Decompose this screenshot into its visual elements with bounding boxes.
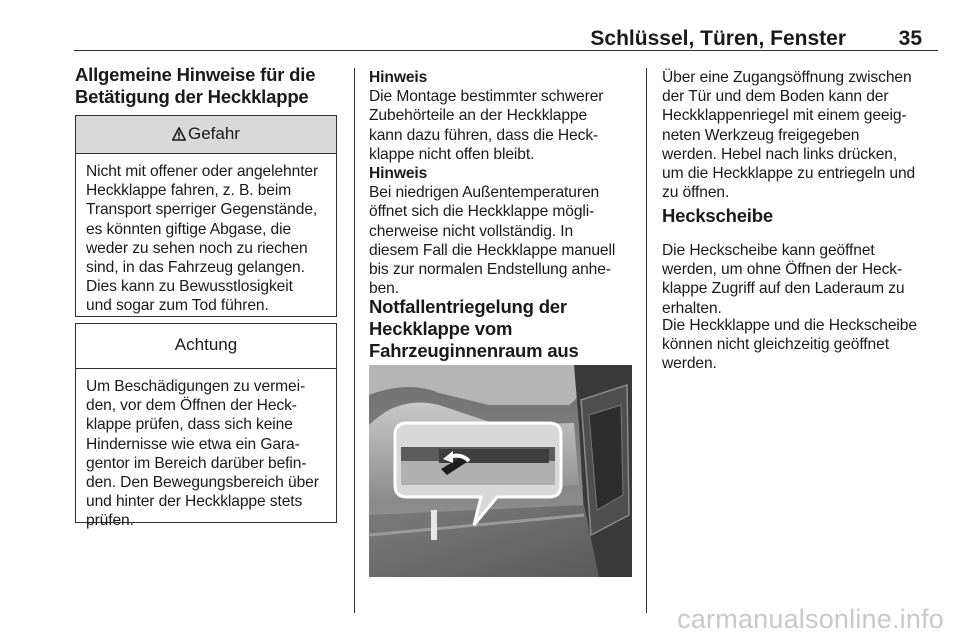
text-line: den, vor dem Öffnen der Heck- [86,397,297,415]
text-line: Nicht mit offener oder angelehnter [86,163,319,180]
text-line: klappe prüfen, dass sich keine [86,416,293,434]
page-number: 35 [898,27,922,50]
text-line: Über eine Zugangsöffnung zwischen [662,69,912,86]
text-line: ben. [369,280,399,298]
heading-line: Betätigung der Heckklappe [75,86,309,107]
text-line: werden. [662,355,717,373]
text-line: Transport sperriger Gegenstände, [86,201,318,219]
section-heading-emergency-release [369,296,579,362]
heading-line: Notfallentriegelung der [369,296,567,317]
section-heading-rear-window: Heckscheibe [662,205,773,226]
text-line: klappe nicht offen bleibt. [369,145,535,163]
note-label: Hinweis [369,69,428,86]
caution-box-label: Achtung [174,335,238,354]
text-line: diesem Fall die Heckklappe manuell [369,241,616,259]
heading-line: Heckklappe vom [369,318,513,339]
column-divider [354,68,355,613]
header-rule [74,50,938,51]
caution-box-header [76,324,336,369]
text-line: Hindernisse wie etwa ein Gara- [86,435,300,453]
text-line: sind, in das Fahrzeug gelangen. [86,259,305,277]
watermark: carmanualsonline.info [677,604,944,634]
text-line: Die Heckscheibe kann geöffnet [662,242,875,259]
text-line: können nicht gleichzeitig geöffnet [662,336,889,354]
text-line: Dies kann zu Bewusstlosigkeit [86,278,293,296]
danger-box [75,115,337,317]
text-line: kann dazu führen, dass die Heck- [369,126,599,144]
running-header-title: Schlüssel, Türen, Fenster [590,27,846,50]
text-line: zu öffnen. [662,184,730,202]
heading-line: Fahrzeuginnenraum aus [369,340,579,361]
text-line: es könnten giftige Abgase, die [86,220,292,238]
heading-line: Allgemeine Hinweise für die [75,64,316,85]
text-line: bis zur normalen Endstellung anhe- [369,261,611,279]
column-divider [646,68,647,613]
text-line: Heckklappe fahren, z. B. beim [86,182,292,200]
text-line: Die Heckklappe und die Heckscheibe [662,317,917,334]
text-line: erhalten. [662,299,722,317]
text-line: den. Den Bewegungsbereich über [86,474,319,492]
note-hinweis-1 [369,68,641,164]
rear-window-paragraph [662,241,942,318]
text-line: werden, um ohne Öffnen der Heck- [662,261,903,279]
text-line: werden. Hebel nach links drücken, [662,145,898,163]
text-line: klappe Zugriff auf den Laderaum zu [662,280,905,298]
text-line: öffnet sich die Heckklappe mögli- [369,203,595,221]
text-line: weder zu sehen noch zu riechen [86,239,308,257]
text-line: und sogar zum Tod führen. [86,297,269,315]
caution-box [75,323,337,530]
tailgate-release-photo [369,365,632,577]
text-line: Die Montage bestimmter schwerer [369,88,604,106]
section-heading-general [75,64,315,108]
text-line: Heckklappenriegel mit einem geeig- [662,107,907,125]
text-line: gentor im Bereich darüber befin- [86,454,307,472]
text-line: cherweise nicht vollständig. In [369,222,574,240]
caution-box-text [76,369,336,531]
text-line: Um Beschädigungen zu vermei- [86,378,306,395]
text-line: Zubehörteile an der Heckklappe [369,107,588,125]
text-line: Bei niedrigen Außentemperaturen [369,184,600,202]
text-line: um die Heckklappe zu entriegeln und [662,165,916,183]
text-line: neten Werkzeug freigegeben [662,126,860,144]
text-line: und hinter der Heckklappe stets [86,493,303,511]
danger-box-label: Gefahr [188,124,240,143]
note-hinweis-2 [369,164,643,298]
note-label: Hinweis [369,165,428,182]
warning-triangle-icon [172,118,186,154]
text-line: prüfen. [86,512,134,530]
text-line: der Tür und dem Boden kann der [662,88,889,106]
danger-box-header [76,116,336,154]
rear-window-restriction-paragraph [662,316,942,374]
danger-box-text [76,154,336,316]
access-opening-paragraph [662,68,942,202]
